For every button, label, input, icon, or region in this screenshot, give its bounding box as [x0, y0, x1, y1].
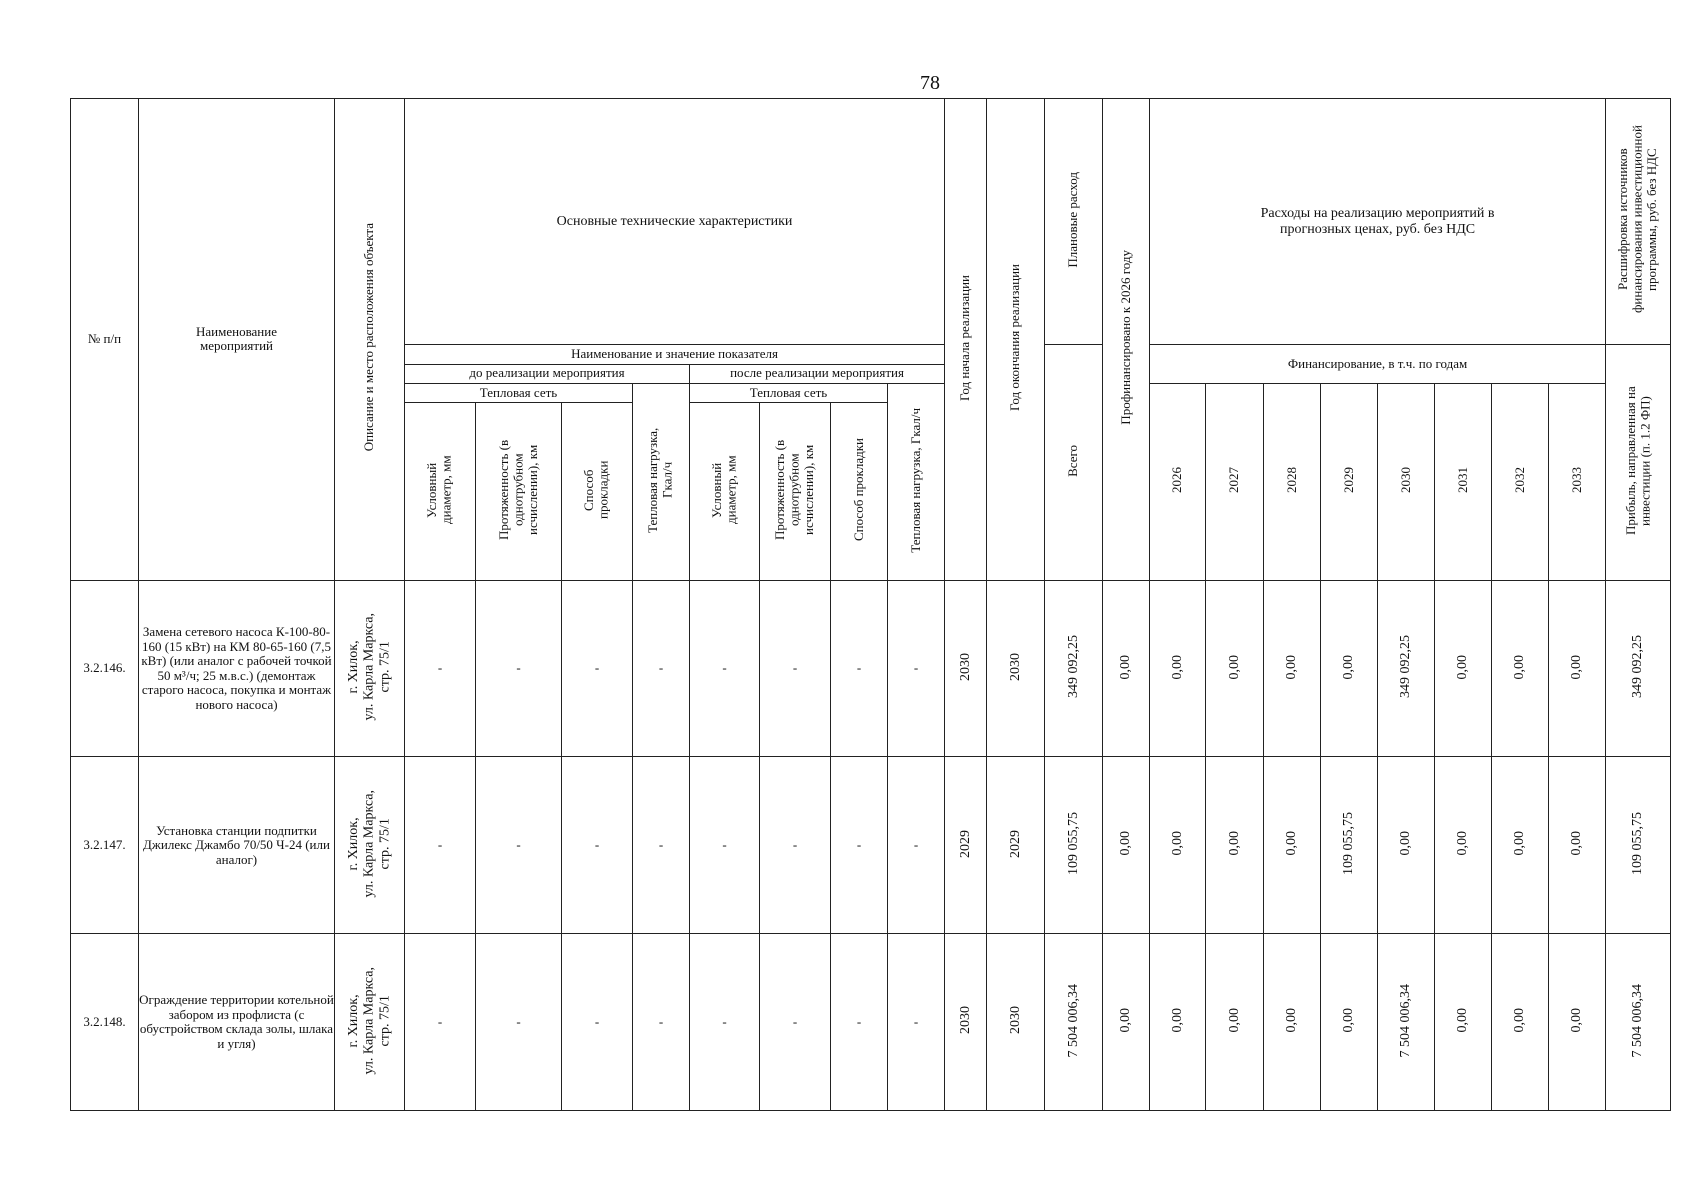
header-diameter-before: Условный диаметр, мм [405, 402, 476, 580]
row-heat-load-after: - [888, 934, 945, 1111]
header-year-2032: 2032 [1492, 383, 1549, 580]
row-num: 3.2.148. [71, 934, 139, 1111]
row-year-2032: 0,00 [1492, 934, 1549, 1111]
row-year-2030: 349 092,25 [1378, 580, 1435, 757]
row-length-after: - [760, 757, 831, 934]
header-length-after: Протяженность (в однотрубном исчислении), км [760, 402, 831, 580]
row-total: 109 055,75 [1045, 757, 1103, 934]
table-row [71, 580, 1671, 757]
row-end-year: 2030 [987, 580, 1045, 757]
row-year-2031: 0,00 [1435, 757, 1492, 934]
row-prefinanced: 0,00 [1103, 757, 1150, 934]
header-num: № п/п [71, 99, 139, 581]
row-name: Ограждение территории котельной забором из профлиста (с обустройством склада золы, шлака и угля) [139, 934, 335, 1111]
row-diameter-after: - [690, 580, 760, 757]
row-heat-load-after: - [888, 580, 945, 757]
header-sources: Расшифровка источников финансирования инвестиционной программы, руб. без НДС [1606, 99, 1671, 345]
row-num: 3.2.147. [71, 757, 139, 934]
header-laying-after: Способ прокладки [831, 402, 888, 580]
row-year-2030: 7 504 006,34 [1378, 934, 1435, 1111]
header-end-year: Год окончания реализации [987, 99, 1045, 581]
header-diameter-after: Условный диаметр, мм [690, 402, 760, 580]
header-financing-group: Финансирование, в т.ч. по годам [1150, 345, 1606, 383]
row-end-year: 2030 [987, 934, 1045, 1111]
header-indicator-group: Наименование и значение показателя [405, 345, 945, 364]
row-year-2032: 0,00 [1492, 757, 1549, 934]
row-year-2026: 0,00 [1150, 580, 1206, 757]
row-year-2029: 0,00 [1321, 934, 1378, 1111]
row-year-2027: 0,00 [1206, 934, 1264, 1111]
row-laying-before: - [562, 934, 633, 1111]
row-profit: 349 092,25 [1606, 580, 1671, 757]
header-heat-load-after: Тепловая нагрузка, Гкал/ч [888, 383, 945, 580]
header-location: Описание и место расположения объекта [335, 99, 405, 581]
row-end-year: 2029 [987, 757, 1045, 934]
row-diameter-before: - [405, 580, 476, 757]
row-year-2028: 0,00 [1264, 934, 1321, 1111]
row-start-year: 2030 [945, 934, 987, 1111]
header-year-2033: 2033 [1549, 383, 1606, 580]
row-diameter-after: - [690, 757, 760, 934]
row-total: 7 504 006,34 [1045, 934, 1103, 1111]
row-prefinanced: 0,00 [1103, 934, 1150, 1111]
header-expenses-group: Расходы на реализацию мероприятий в прогнозных ценах, руб. без НДС [1150, 99, 1606, 345]
row-year-2033: 0,00 [1549, 934, 1606, 1111]
row-num: 3.2.146. [71, 580, 139, 757]
row-location: г. Хилок, ул. Карла Маркса, стр. 75/1 [335, 934, 405, 1111]
table-row [71, 757, 1671, 934]
header-prefinanced: Профинансировано к 2026 году [1103, 99, 1150, 581]
row-heat-load-before: - [633, 757, 690, 934]
header-after-group: после реализации мероприятия [690, 364, 945, 383]
row-year-2028: 0,00 [1264, 580, 1321, 757]
row-length-after: - [760, 580, 831, 757]
row-laying-after: - [831, 580, 888, 757]
header-year-2030: 2030 [1378, 383, 1435, 580]
row-year-2027: 0,00 [1206, 580, 1264, 757]
row-year-2033: 0,00 [1549, 757, 1606, 934]
header-start-year: Год начала реализации [945, 99, 987, 581]
header-year-2031: 2031 [1435, 383, 1492, 580]
row-year-2029: 109 055,75 [1321, 757, 1378, 934]
row-year-2031: 0,00 [1435, 934, 1492, 1111]
row-profit: 7 504 006,34 [1606, 934, 1671, 1111]
row-name: Замена сетевого насоса К-100-80-160 (15 кВт) на КМ 80-65-160 (7,5 кВт) (или аналог с рабочей точкой 50 м³/ч; 25 м.в.с.) (демонтаж старого насоса, покупка и монтаж нового насоса) [139, 580, 335, 757]
header-heat-load-before: Тепловая нагрузка, Гкал/ч [633, 383, 690, 580]
row-laying-before: - [562, 757, 633, 934]
row-diameter-before: - [405, 757, 476, 934]
header-before-group: до реализации мероприятия [405, 364, 690, 383]
row-diameter-after: - [690, 934, 760, 1111]
row-year-2026: 0,00 [1150, 757, 1206, 934]
row-prefinanced: 0,00 [1103, 580, 1150, 757]
row-length-after: - [760, 934, 831, 1111]
row-length-before: - [476, 757, 562, 934]
row-year-2026: 0,00 [1150, 934, 1206, 1111]
row-length-before: - [476, 580, 562, 757]
row-start-year: 2030 [945, 580, 987, 757]
row-heat-load-after: - [888, 757, 945, 934]
row-location: г. Хилок, ул. Карла Маркса, стр. 75/1 [335, 580, 405, 757]
header-planned-cost: Плановые расход [1045, 99, 1103, 345]
row-year-2030: 0,00 [1378, 757, 1435, 934]
header-heat-network-before: Тепловая сеть [405, 383, 633, 402]
row-year-2031: 0,00 [1435, 580, 1492, 757]
header-year-2027: 2027 [1206, 383, 1264, 580]
header-tech-group: Основные технические характеристики [405, 99, 945, 345]
row-year-2027: 0,00 [1206, 757, 1264, 934]
row-year-2029: 0,00 [1321, 580, 1378, 757]
table-row [71, 934, 1671, 1111]
row-total: 349 092,25 [1045, 580, 1103, 757]
header-total: Всего [1045, 345, 1103, 580]
row-heat-load-before: - [633, 580, 690, 757]
row-heat-load-before: - [633, 934, 690, 1111]
header-length-before: Протяженность (в однотрубном исчислении), км [476, 402, 562, 580]
row-start-year: 2029 [945, 757, 987, 934]
row-laying-before: - [562, 580, 633, 757]
investment-table [70, 98, 1671, 1111]
page-number: 78 [920, 72, 940, 94]
row-laying-after: - [831, 757, 888, 934]
row-location: г. Хилок, ул. Карла Маркса, стр. 75/1 [335, 757, 405, 934]
row-length-before: - [476, 934, 562, 1111]
row-diameter-before: - [405, 934, 476, 1111]
header-year-2026: 2026 [1150, 383, 1206, 580]
header-year-2029: 2029 [1321, 383, 1378, 580]
row-profit: 109 055,75 [1606, 757, 1671, 934]
row-year-2028: 0,00 [1264, 757, 1321, 934]
header-profit: Прибыль, направленная на инвестиции (п. 1.2 ФП) [1606, 345, 1671, 580]
row-year-2033: 0,00 [1549, 580, 1606, 757]
row-name: Установка станции подпитки Джилекс Джамбо 70/50 Ч-24 (или аналог) [139, 757, 335, 934]
row-year-2032: 0,00 [1492, 580, 1549, 757]
header-name: Наименование мероприятий [139, 99, 335, 581]
row-laying-after: - [831, 934, 888, 1111]
header-heat-network-after: Тепловая сеть [690, 383, 888, 402]
header-year-2028: 2028 [1264, 383, 1321, 580]
header-laying-before: Способ прокладки [562, 402, 633, 580]
